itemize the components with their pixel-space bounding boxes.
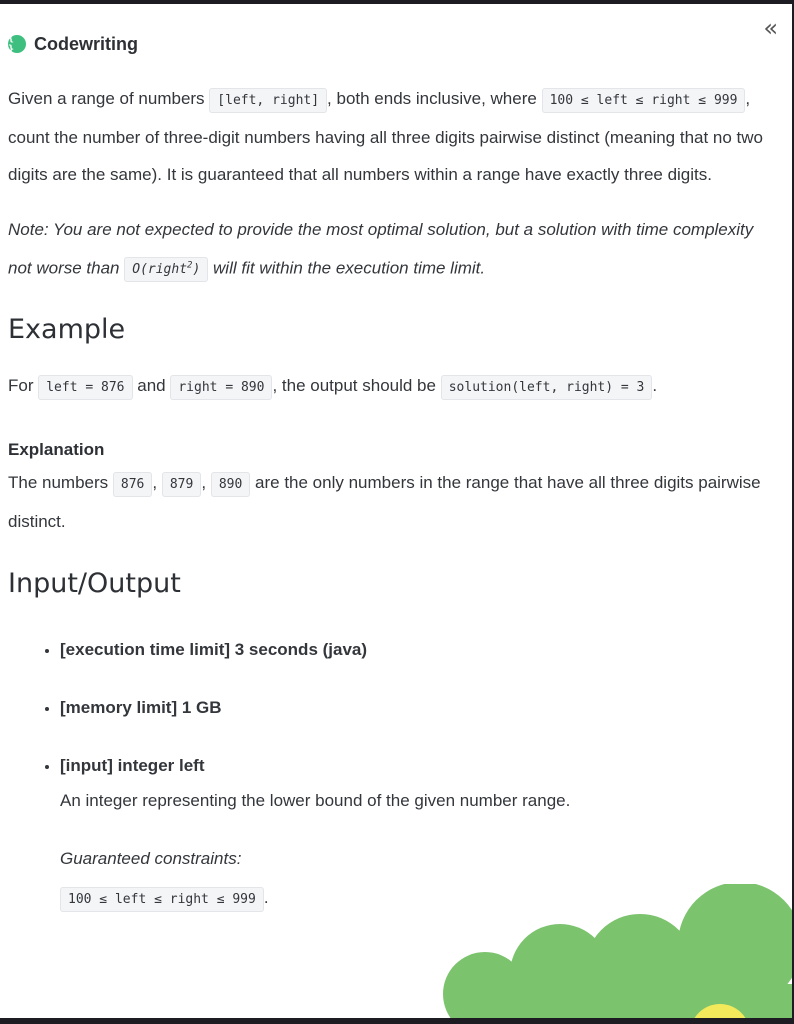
constraint-code: 100 ≤ left ≤ right ≤ 999 [60,887,264,912]
intro-text: Given a range of numbers [8,89,205,108]
example-heading: Example [8,314,126,346]
example-text: . [652,376,658,396]
number-code: 890 [211,472,250,497]
separator: , [152,473,158,493]
bottom-frame [0,1018,794,1024]
explanation-text: are the only numbers in the range that have all three digits pairwise distinct. [8,473,761,532]
note-text: Note: You are not expected to provide the most optimal solution, but a solution with time complexity not worse than [8,220,754,278]
task-content [8,80,768,915]
example-left-code: left = 876 [38,375,132,400]
separator: , [201,473,207,493]
guaranteed-constraints-label: Guaranteed constraints: [60,849,242,869]
intro-paragraph [8,80,768,193]
intro-text: , both ends inclusive, where [327,89,537,108]
explanation-text: The numbers [8,473,109,493]
range-code: [left, right] [209,88,327,113]
complexity-code [124,257,208,282]
io-list [8,621,768,915]
explanation-paragraph [8,464,768,540]
note-text: will fit within the execution time limit. [213,258,486,278]
complexity-end: ) [192,262,201,278]
list-item [60,679,768,737]
example-right-code: right = 890 [170,375,272,400]
constraint-line [60,883,768,915]
time-limit-text: [execution time limit] 3 seconds (java) [60,640,368,660]
number-code: 876 [113,472,152,497]
complexity-base: O(right [132,262,188,278]
collapse-panel-icon[interactable]: « [763,14,778,42]
example-text: , the output should be [272,376,436,396]
separator: . [263,888,269,908]
example-text: and [137,376,166,396]
example-text: For [8,376,34,396]
task-description-panel [0,4,792,1018]
list-item [60,737,768,915]
code-braces-icon: { } [8,35,26,53]
list-item [60,621,768,679]
input-left-text: [input] integer left [60,756,205,776]
panel-title: Codewriting [34,33,138,54]
intro-text: , count the number of three-digit numbers having all three digits pairwise distinct (meaning that no two digits are the same). It is guaranteed that all numbers within a range have exactly three digits. [8,89,764,184]
io-heading: Input/Output [8,568,181,600]
memory-limit-text: [memory limit] 1 GB [60,698,222,718]
example-output-code: solution(left, right) = 3 [441,375,653,400]
input-description: An integer representing the lower bound of the given number range. [60,791,571,811]
note-paragraph [8,211,768,288]
example-paragraph [8,367,768,406]
explanation-heading: Explanation [8,440,105,460]
bounds-code: 100 ≤ left ≤ right ≤ 999 [542,88,746,113]
complexity-exponent: 2 [187,261,193,271]
number-code: 879 [162,472,201,497]
panel-header [8,32,138,56]
